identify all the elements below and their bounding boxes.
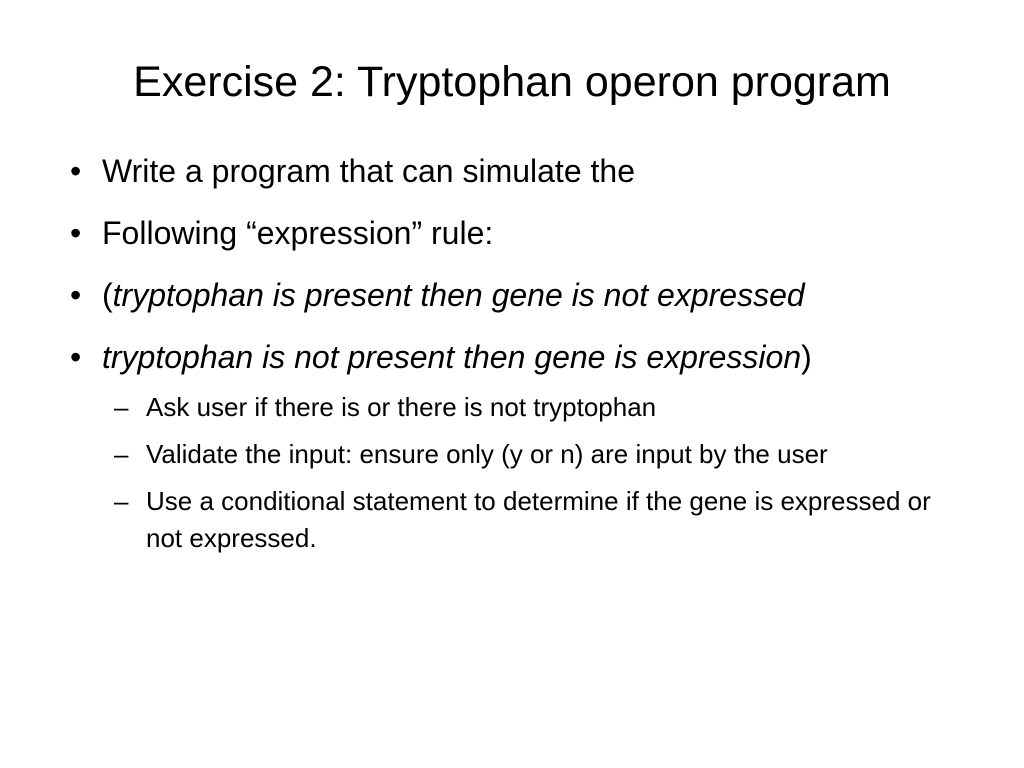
bullet-text: Following “expression” rule: bbox=[102, 215, 494, 251]
bullet-item bbox=[70, 274, 970, 316]
bullet-text: Write a program that can simulate the bbox=[102, 153, 635, 189]
bullet-text-italic: tryptophan is not present then gene is expression bbox=[102, 339, 802, 375]
bullet-marker: • bbox=[70, 215, 82, 251]
bullet-item bbox=[70, 150, 970, 192]
open-paren: ( bbox=[102, 277, 113, 313]
slide-title: Exercise 2: Tryptophan operon program bbox=[133, 58, 891, 106]
subbullet-text: Validate the input: ensure only (y or n) are input by the user bbox=[146, 439, 828, 469]
subbullet-item bbox=[70, 389, 946, 426]
close-paren: ) bbox=[801, 339, 812, 375]
bullet-marker: • bbox=[70, 277, 82, 313]
bullet-item bbox=[70, 212, 970, 254]
subbullet-item bbox=[70, 436, 946, 473]
dash-marker: – bbox=[114, 486, 129, 516]
bullet-marker: • bbox=[70, 153, 82, 189]
subbullet-text: Ask user if there is or there is not tryptophan bbox=[146, 392, 657, 422]
subbullet-text: Use a conditional statement to determine if the gene is expressed or not expressed. bbox=[146, 486, 931, 553]
dash-marker: – bbox=[114, 392, 129, 422]
bullet-item bbox=[70, 336, 970, 378]
bullet-marker: • bbox=[70, 339, 82, 375]
bullet-list bbox=[70, 150, 970, 567]
bullet-text-italic: tryptophan is present then gene is not expressed bbox=[112, 277, 805, 313]
subbullet-item bbox=[70, 483, 946, 557]
dash-marker: – bbox=[114, 439, 129, 469]
